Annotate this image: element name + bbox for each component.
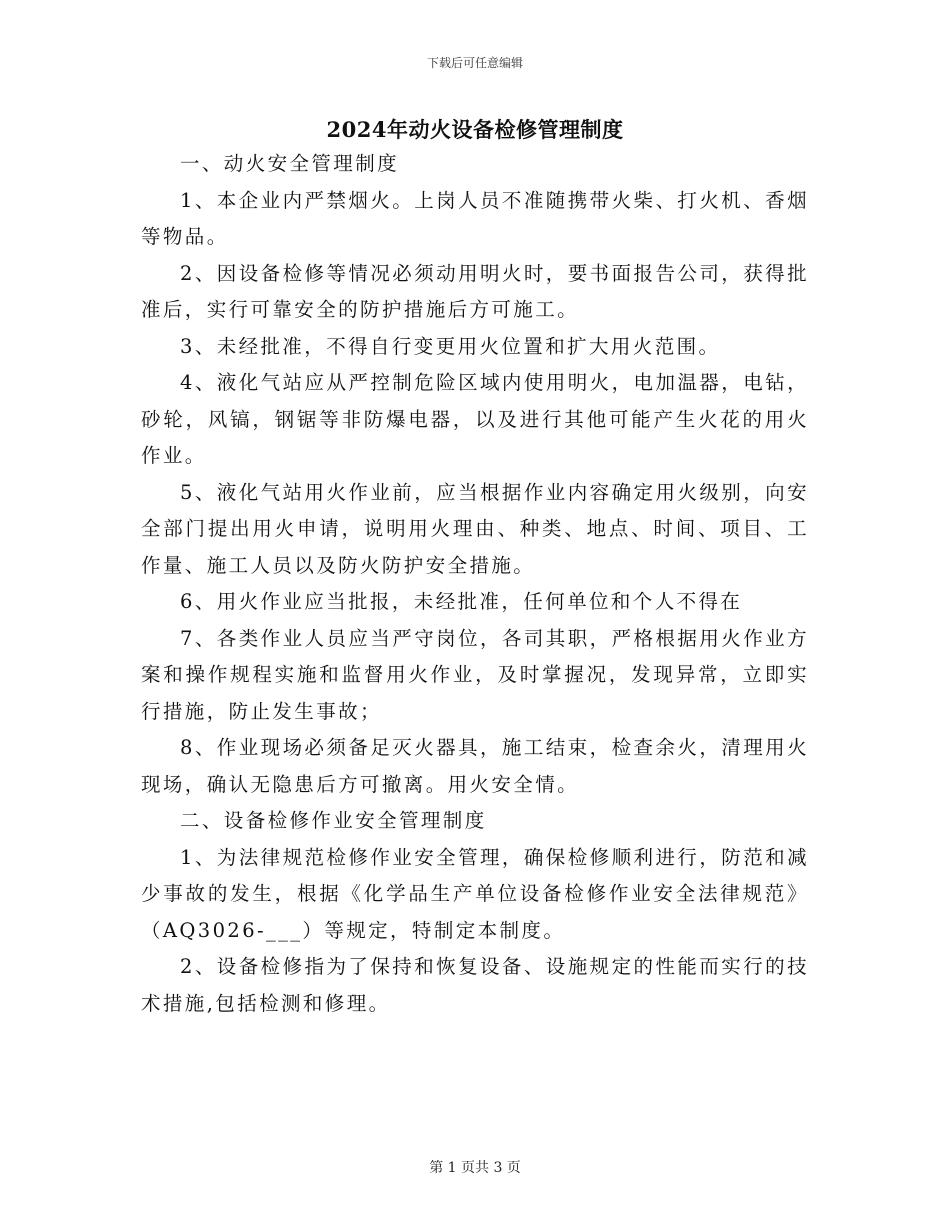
document-title: 2024年动火设备检修管理制度 <box>326 117 624 142</box>
page-header-note: 下载后可任意编辑 <box>426 56 523 70</box>
paragraph-5: 5、液化气站用火作业前，应当根据作业内容确定用火级别，向安全部门提出用火申请，说明用火理由、种类、地点、时间、项目、工作量、施工人员以及防火防护安全措施。 <box>141 480 809 577</box>
document-body <box>141 146 809 1022</box>
paragraph-2: 2、因设备检修等情况必须动用明火时，要书面报告公司，获得批准后，实行可靠安全的防护措施后方可施工。 <box>141 261 809 321</box>
paragraph-7: 7、各类作业人员应当严守岗位，各司其职，严格根据用火作业方案和操作规程实施和监督用火作业，及时掌握况，发现异常，立即实行措施，防止发生事故； <box>141 626 809 723</box>
paragraph-8: 8、作业现场必须备足灭火器具，施工结束，检查余火，清理用火现场，确认无隐患后方可撤离。用火安全情。 <box>141 736 809 796</box>
paragraph-10: 2、设备检修指为了保持和恢复设备、设施规定的性能而实行的技术措施,包括检测和修理。 <box>141 955 809 1015</box>
paragraph-6: 6、用火作业应当批报，未经批准，任何单位和个人不得在 <box>180 590 743 613</box>
paragraph-1: 1、本企业内严禁烟火。上岗人员不准随携带火柴、打火机、香烟等物品。 <box>141 188 809 248</box>
paragraph-3: 3、未经批准，不得自行变更用火位置和扩大用火范围。 <box>180 334 721 358</box>
section-heading-fire: 一、动火安全管理制度 <box>180 152 400 175</box>
paragraph-9: 1、为法律规范检修作业安全管理，确保检修顺利进行，防范和减少事故的发生，根据《化学品生产单位设备检修作业安全法律规范》（AQ3026-___）等规定，特制定本制度。 <box>141 845 809 942</box>
section-heading-maintenance: 二、设备检修作业安全管理制度 <box>180 809 487 832</box>
paragraph-4: 4、液化气站应从严控制危险区域内使用明火，电加温器，电钻，砂轮，风镐，钢锯等非防爆电器，以及进行其他可能产生火花的用火作业。 <box>141 371 809 467</box>
page-footer-page-number: 第 1 页共 3 页 <box>429 1160 521 1176</box>
